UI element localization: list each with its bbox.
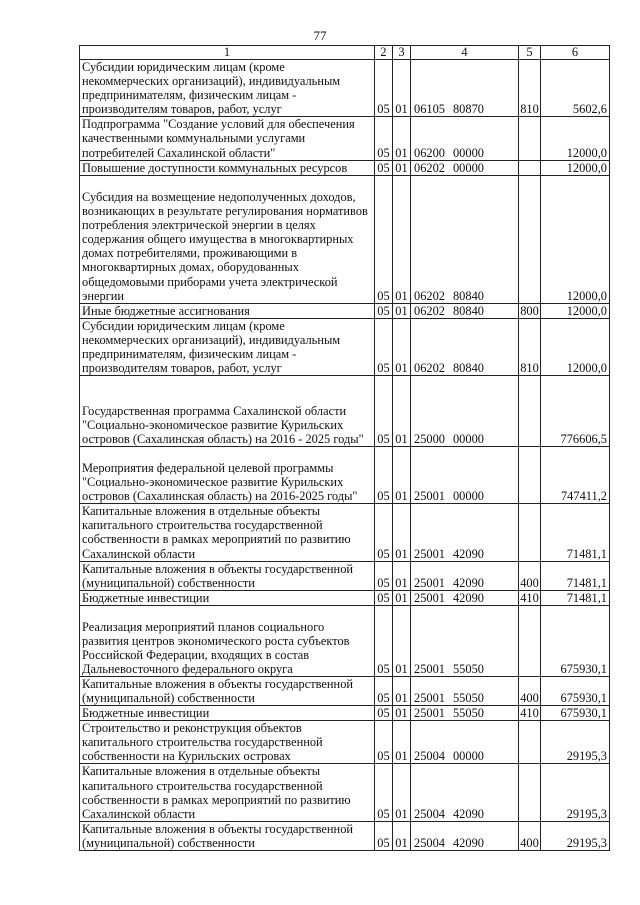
target-code-direction: 80840 [452,361,484,376]
table-row [80,605,610,676]
table-row [80,706,610,721]
target-code-program: 25001 [414,661,445,676]
target-code-program: 25001 [414,590,445,605]
table-row [80,821,610,850]
target-code-direction: 55050 [452,661,484,676]
table-row [80,60,610,117]
row-subsection: 01 [393,721,411,764]
row-name: Бюджетные инвестиции [80,706,375,721]
row-expense-type: 810 [519,318,541,375]
row-subsection: 01 [393,60,411,117]
column-header-4: 4 [411,46,519,60]
row-subsection: 01 [393,706,411,721]
row-amount: 29195,3 [541,821,610,850]
row-expense-type: 400 [519,676,541,705]
row-amount: 71481,1 [541,504,610,561]
row-amount: 71481,1 [541,590,610,605]
target-code-program: 25004 [414,835,445,850]
target-code-direction: 80870 [452,102,484,117]
row-amount: 747411,2 [541,447,610,504]
target-code-direction: 42090 [452,546,484,561]
row-name: Капитальные вложения в объекты государственной (муниципальной) собственности [80,561,375,590]
row-amount: 12000,0 [541,160,610,175]
row-expense-type: 400 [519,561,541,590]
table-row [80,721,610,764]
table-row [80,303,610,318]
column-header-6: 6 [541,46,610,60]
target-code-program: 06200 [414,145,445,160]
row-expense-type [519,160,541,175]
row-target-code [411,60,519,117]
row-expense-type [519,721,541,764]
target-code-program: 25004 [414,749,445,764]
row-name: Капитальные вложения в объекты государственной (муниципальной) собственности [80,676,375,705]
target-code-direction: 42090 [452,575,484,590]
column-header-5: 5 [519,46,541,60]
row-section: 05 [375,175,393,303]
row-section: 05 [375,605,393,676]
table-row [80,318,610,375]
row-name: Субсидия на возмещение недополученных доходов, возникающих в результате регулирования нормативов потребления электрической энергии в целях содержания общего имущества в многоквартирных домах потребителями, проживающими в многоквартирных домах, оборудованных общедомовыми приборами учета электрической энергии [80,175,375,303]
row-subsection: 01 [393,764,411,821]
row-subsection: 01 [393,504,411,561]
row-target-code [411,590,519,605]
row-name: Реализация мероприятий планов социального развития центров экономического роста субъектов Российской Федерации, входящих в состав Дальневосточного федерального округа [80,605,375,676]
row-target-code [411,175,519,303]
row-expense-type [519,605,541,676]
row-expense-type [519,175,541,303]
target-code-program: 25004 [414,806,445,821]
row-subsection: 01 [393,117,411,160]
target-code-direction: 80840 [452,303,484,318]
row-section: 05 [375,117,393,160]
row-target-code [411,117,519,160]
row-name: Государственная программа Сахалинской области "Социально-экономическое развитие Курильских островов (Сахалинская область) на 2016 - 2025 годы" [80,376,375,447]
row-subsection: 01 [393,175,411,303]
table-body [80,60,610,851]
target-code-program: 25001 [414,706,445,721]
row-amount: 12000,0 [541,175,610,303]
target-code-program: 25001 [414,489,445,504]
row-amount: 675930,1 [541,605,610,676]
row-expense-type: 810 [519,60,541,117]
table-row [80,447,610,504]
table-row [80,175,610,303]
row-amount: 776606,5 [541,376,610,447]
row-amount: 29195,3 [541,721,610,764]
target-code-direction: 00000 [452,145,484,160]
row-name: Строительство и реконструкция объектов капитального строительства государственной собственности на Курильских островах [80,721,375,764]
row-target-code [411,160,519,175]
row-subsection: 01 [393,447,411,504]
row-subsection: 01 [393,590,411,605]
row-section: 05 [375,764,393,821]
row-subsection: 01 [393,318,411,375]
target-code-direction: 55050 [452,706,484,721]
row-target-code [411,706,519,721]
row-expense-type: 400 [519,821,541,850]
row-section: 05 [375,821,393,850]
row-name: Подпрограмма "Создание условий для обеспечения качественными коммунальными услугами потребителей Сахалинской области" [80,117,375,160]
row-subsection: 01 [393,376,411,447]
row-name: Капитальные вложения в отдельные объекты капитального строительства государственной собственности в рамках мероприятий по развитию Сахалинской области [80,764,375,821]
row-name: Субсидии юридическим лицам (кроме некоммерческих организаций), индивидуальным предпринимателям, физическим лицам - производителям товаров, работ, услуг [80,318,375,375]
row-expense-type [519,447,541,504]
page-number: 77 [313,28,327,43]
target-code-program: 06202 [414,288,445,303]
target-code-direction: 42090 [452,590,484,605]
target-code-program: 06202 [414,160,445,175]
row-expense-type [519,504,541,561]
row-amount: 5602,6 [541,60,610,117]
row-amount: 675930,1 [541,706,610,721]
table-row [80,764,610,821]
row-target-code [411,303,519,318]
row-target-code [411,504,519,561]
row-section: 05 [375,160,393,175]
row-subsection: 01 [393,821,411,850]
row-section: 05 [375,303,393,318]
row-target-code [411,605,519,676]
target-code-program: 06105 [414,102,445,117]
target-code-direction: 00000 [452,160,484,175]
row-section: 05 [375,721,393,764]
target-code-direction: 55050 [452,690,484,705]
target-code-direction: 00000 [452,432,484,447]
table-row [80,504,610,561]
row-section: 05 [375,676,393,705]
row-expense-type: 410 [520,590,539,605]
row-name: Субсидии юридическим лицам (кроме некоммерческих организаций), индивидуальным предпринимателям, физическим лицам - производителям товаров, работ, услуг [80,60,375,117]
row-section: 05 [375,318,393,375]
row-section: 05 [375,60,393,117]
table-row [80,376,610,447]
row-amount: 675930,1 [541,676,610,705]
table-row [80,561,610,590]
row-name: Мероприятия федеральной целевой программы "Социально-экономическое развитие Курильских островов (Сахалинская область) на 2016-2025 годы" [80,447,375,504]
target-code-program: 06202 [414,303,445,318]
row-target-code [411,561,519,590]
row-target-code [411,318,519,375]
column-header-1: 1 [80,46,375,60]
row-amount: 12000,0 [541,117,610,160]
row-section: 05 [375,590,393,605]
row-amount: 12000,0 [541,303,610,318]
target-code-program: 25001 [414,546,445,561]
row-target-code [411,821,519,850]
row-target-code [411,447,519,504]
row-section: 05 [375,447,393,504]
target-code-direction: 80840 [452,288,484,303]
row-amount: 29195,3 [541,764,610,821]
target-code-program: 25001 [414,575,445,590]
table-row [80,590,610,605]
row-expense-type [519,764,541,821]
target-code-direction: 00000 [452,489,484,504]
row-expense-type: 800 [520,303,539,318]
row-section: 05 [375,706,393,721]
row-expense-type [519,117,541,160]
column-header-3: 3 [393,46,411,60]
row-name: Капитальные вложения в объекты государственной (муниципальной) собственности [80,821,375,850]
row-subsection: 01 [393,160,411,175]
row-name: Повышение доступности коммунальных ресурсов [80,160,375,175]
row-target-code [411,764,519,821]
target-code-direction: 00000 [452,749,484,764]
target-code-direction: 42090 [452,806,484,821]
row-amount: 71481,1 [541,561,610,590]
row-name: Капитальные вложения в отдельные объекты капитального строительства государственной собственности в рамках мероприятий по развитию Сахалинской области [80,504,375,561]
budget-table [79,45,610,851]
row-subsection: 01 [393,303,411,318]
row-expense-type [519,376,541,447]
target-code-program: 25000 [414,432,445,447]
row-name: Бюджетные инвестиции [80,590,375,605]
row-subsection: 01 [393,676,411,705]
row-subsection: 01 [393,605,411,676]
row-target-code [411,721,519,764]
row-target-code [411,676,519,705]
row-target-code [411,376,519,447]
table-row [80,160,610,175]
target-code-direction: 42090 [452,835,484,850]
target-code-program: 25001 [414,690,445,705]
row-section: 05 [375,504,393,561]
row-subsection: 01 [393,561,411,590]
column-number-header-row [80,46,610,60]
table-row [80,117,610,160]
row-name: Иные бюджетные ассигнования [80,303,375,318]
row-expense-type: 410 [520,706,539,721]
target-code-program: 06202 [414,361,445,376]
column-header-2: 2 [375,46,393,60]
row-section: 05 [375,376,393,447]
row-amount: 12000,0 [541,318,610,375]
row-section: 05 [375,561,393,590]
table-row [80,676,610,705]
